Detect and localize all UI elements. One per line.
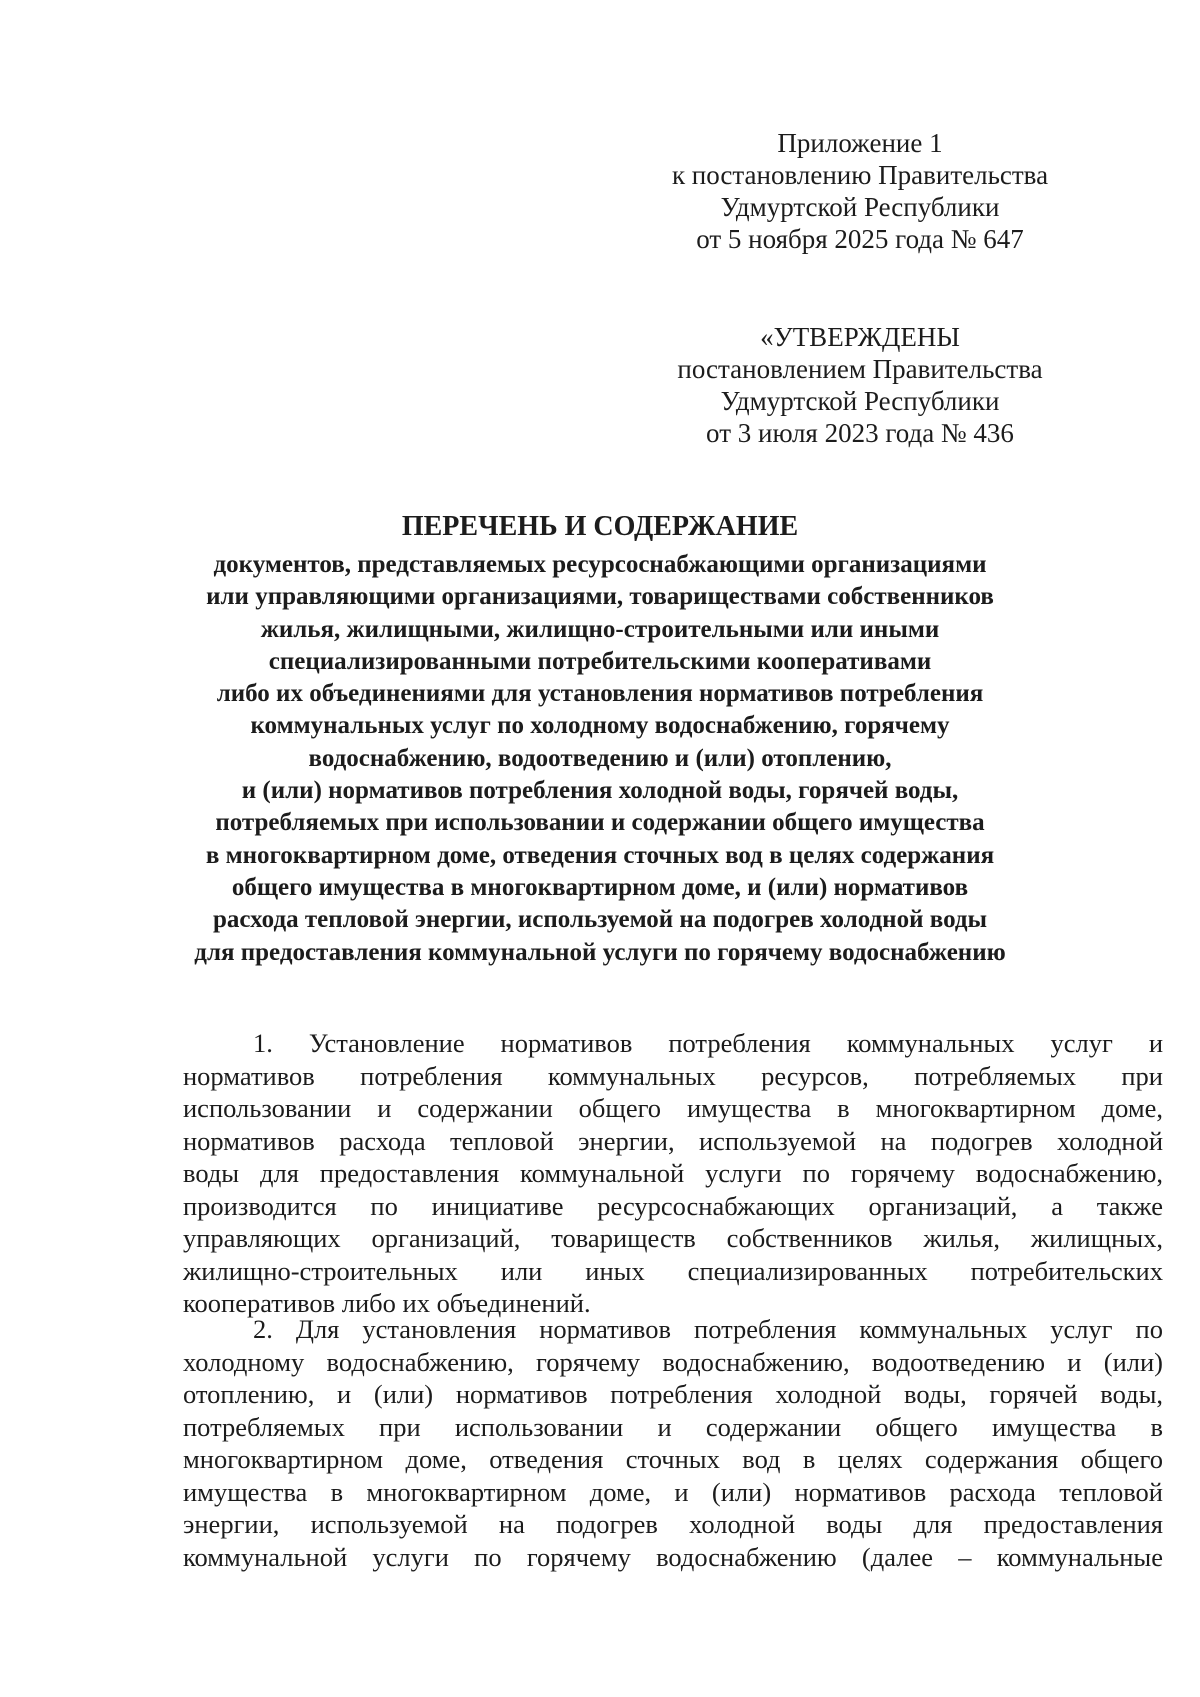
approval-line: «УТВЕРЖДЕНЫ [760, 322, 960, 352]
paragraph-2 [183, 1313, 1163, 1573]
document-subtitle [140, 549, 1060, 969]
subtitle-line: расхода тепловой энергии, используемой на подогрев холодной воды [212, 906, 988, 934]
document-title: ПЕРЕЧЕНЬ И СОДЕРЖАНИЕ [401, 511, 799, 542]
subtitle-line: для предоставления коммунальной услуги по горячему водоснабжению [194, 938, 1006, 966]
approval-line: постановлением Правительства [677, 354, 1043, 384]
subtitle-line: жилья, жилищными, жилищно-строительными или иными [260, 615, 940, 643]
subtitle-line: и (или) нормативов потребления холодной воды, горячей воды, [241, 777, 959, 805]
paragraph-line: холодному водоснабжению, горячему водоснабжению, водоотведению и (или) [183, 1346, 1163, 1377]
paragraph-line: жилищно-строительных или иных специализированных потребительских [183, 1255, 1163, 1286]
subtitle-line: документов, представляемых ресурсоснабжающими организациями [213, 551, 987, 578]
paragraph-line: имущества в многоквартирном доме, и (или) нормативов расхода тепловой [183, 1476, 1163, 1507]
paragraph-line: потребляемых при использовании и содержании общего имущества в [183, 1411, 1163, 1442]
appendix-header [640, 127, 1080, 255]
subtitle-line: специализированными потребительскими кооперативами [268, 647, 932, 675]
subtitle-line: в многоквартирном доме, отведения сточных вод в целях содержания [205, 841, 995, 869]
paragraph-line: управляющих организаций, товариществ собственников жилья, жилищных, [183, 1223, 1163, 1253]
paragraph-line: 1. Установление нормативов потребления коммунальных услуг и [253, 1028, 1163, 1058]
approval-line: Удмуртской Республики [720, 386, 1000, 416]
paragraph-line: производится по инициативе ресурсоснабжающих организаций, а также [183, 1190, 1163, 1221]
subtitle-line: или управляющими организациями, товариществами собственников [206, 583, 994, 611]
appendix-line: Удмуртской Республики [720, 192, 1000, 222]
subtitle-line: общего имущества в многоквартирном доме, и (или) нормативов [231, 873, 969, 901]
paragraph-line: нормативов потребления коммунальных ресурсов, потребляемых при [183, 1060, 1163, 1091]
subtitle-line: потребляемых при использовании и содержании общего имущества [215, 809, 985, 837]
paragraph-line: нормативов расхода тепловой энергии, используемой на подогрев холодной [183, 1125, 1163, 1156]
paragraph-line: использовании и содержании общего имущества в многоквартирном доме, [183, 1093, 1163, 1123]
paragraph-line: кооперативов либо их объединений. [183, 1288, 591, 1318]
subtitle-line: водоснабжению, водоотведению и (или) отоплению, [308, 744, 892, 772]
appendix-line: от 5 ноября 2025 года № 647 [696, 224, 1024, 254]
approval-line: от 3 июля 2023 года № 436 [706, 418, 1014, 448]
appendix-line: к постановлению Правительства [671, 160, 1049, 190]
paragraph-line: воды для предоставления коммунальной услуги по горячему водоснабжению, [183, 1158, 1163, 1188]
paragraph-1 [183, 1027, 1163, 1320]
approval-header [640, 321, 1080, 449]
paragraph-line: 2. Для установления нормативов потребления коммунальных услуг по [253, 1314, 1163, 1344]
paragraph-line: многоквартирном доме, отведения сточных вод в целях содержания общего [183, 1444, 1163, 1474]
paragraph-line: отоплению, и (или) нормативов потребления холодной воды, горячей воды, [183, 1379, 1163, 1409]
appendix-line: Приложение 1 [777, 128, 943, 158]
paragraph-line: энергии, используемой на подогрев холодной воды для предоставления [183, 1509, 1163, 1539]
subtitle-line: либо их объединениями для установления нормативов потребления [216, 680, 984, 708]
subtitle-line: коммунальных услуг по холодному водоснабжению, горячему [250, 712, 950, 740]
paragraph-line: коммунальной услуги по горячему водоснабжению (далее – коммунальные [183, 1541, 1163, 1572]
